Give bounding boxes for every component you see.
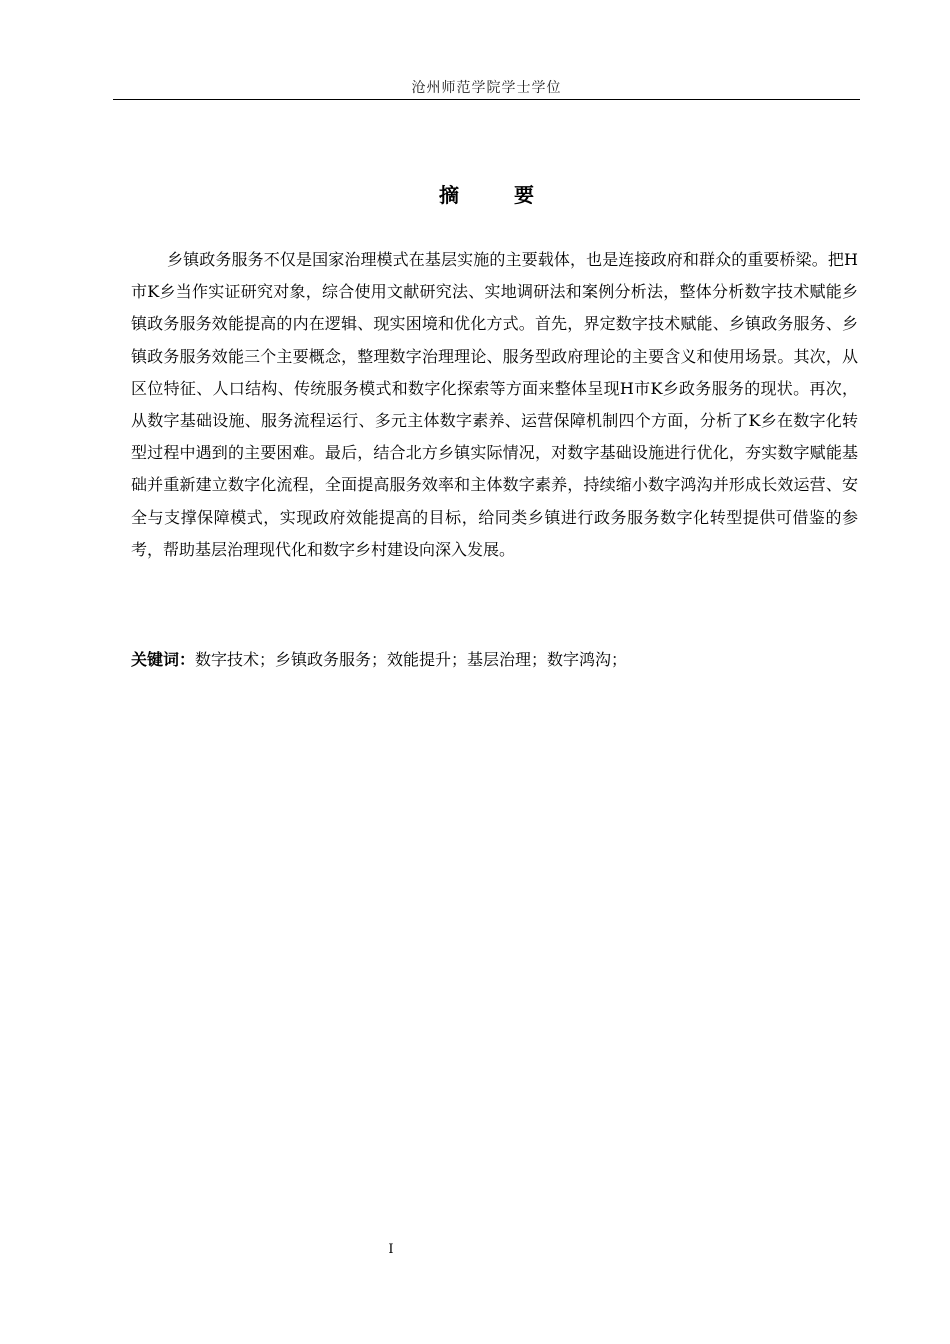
page-number: I — [388, 1242, 394, 1257]
abstract-body: 乡镇政务服务不仅是国家治理模式在基层实施的主要载体，也是连接政府和群众的重要桥梁。把H市K乡当作实证研究对象，综合使用文献研究法、实地调研法和案例分析法，整体分析数字技术赋能乡镇政务服务效能提高的内在逻辑、现实困境和优化方式。首先，界定数字技术赋能、乡镇政务服务、乡镇政务服务效能三个主要概念，整理数字治理理论、服务型政府理论的主要含义和使用场景。其次，从区位特征、人口结构、传统服务模式和数字化探索等方面来整体呈现H市K乡政务服务的现状。再次，从数字基础设施、服务流程运行、多元主体数字素养、运营保障机制四个方面，分析了K乡在数字化转型过程中遇到的主要困难。最后，结合北方乡镇实际情况，对数字基础设施进行优化，夯实数字赋能基础并重新建立数字化流程，全面提高服务效率和主体数字素养，持续缩小数字鸿沟并形成长效运营、安全与支撑保障模式，实现政府效能提高的目标，给同类乡镇进行政务服务数字化转型提供可借鉴的参考，帮助基层治理现代化和数字乡村建设向深入发展。 — [131, 250, 858, 559]
running-header: 沧州师范学院学士学位 — [411, 80, 562, 96]
header-rule — [113, 99, 860, 100]
abstract-title: 摘 要 — [439, 183, 558, 207]
keywords-line — [131, 646, 858, 674]
keywords-label: 关键词： — [131, 650, 196, 669]
keywords-text: 数字技术；乡镇政务服务；效能提升；基层治理；数字鸿沟； — [195, 650, 628, 669]
